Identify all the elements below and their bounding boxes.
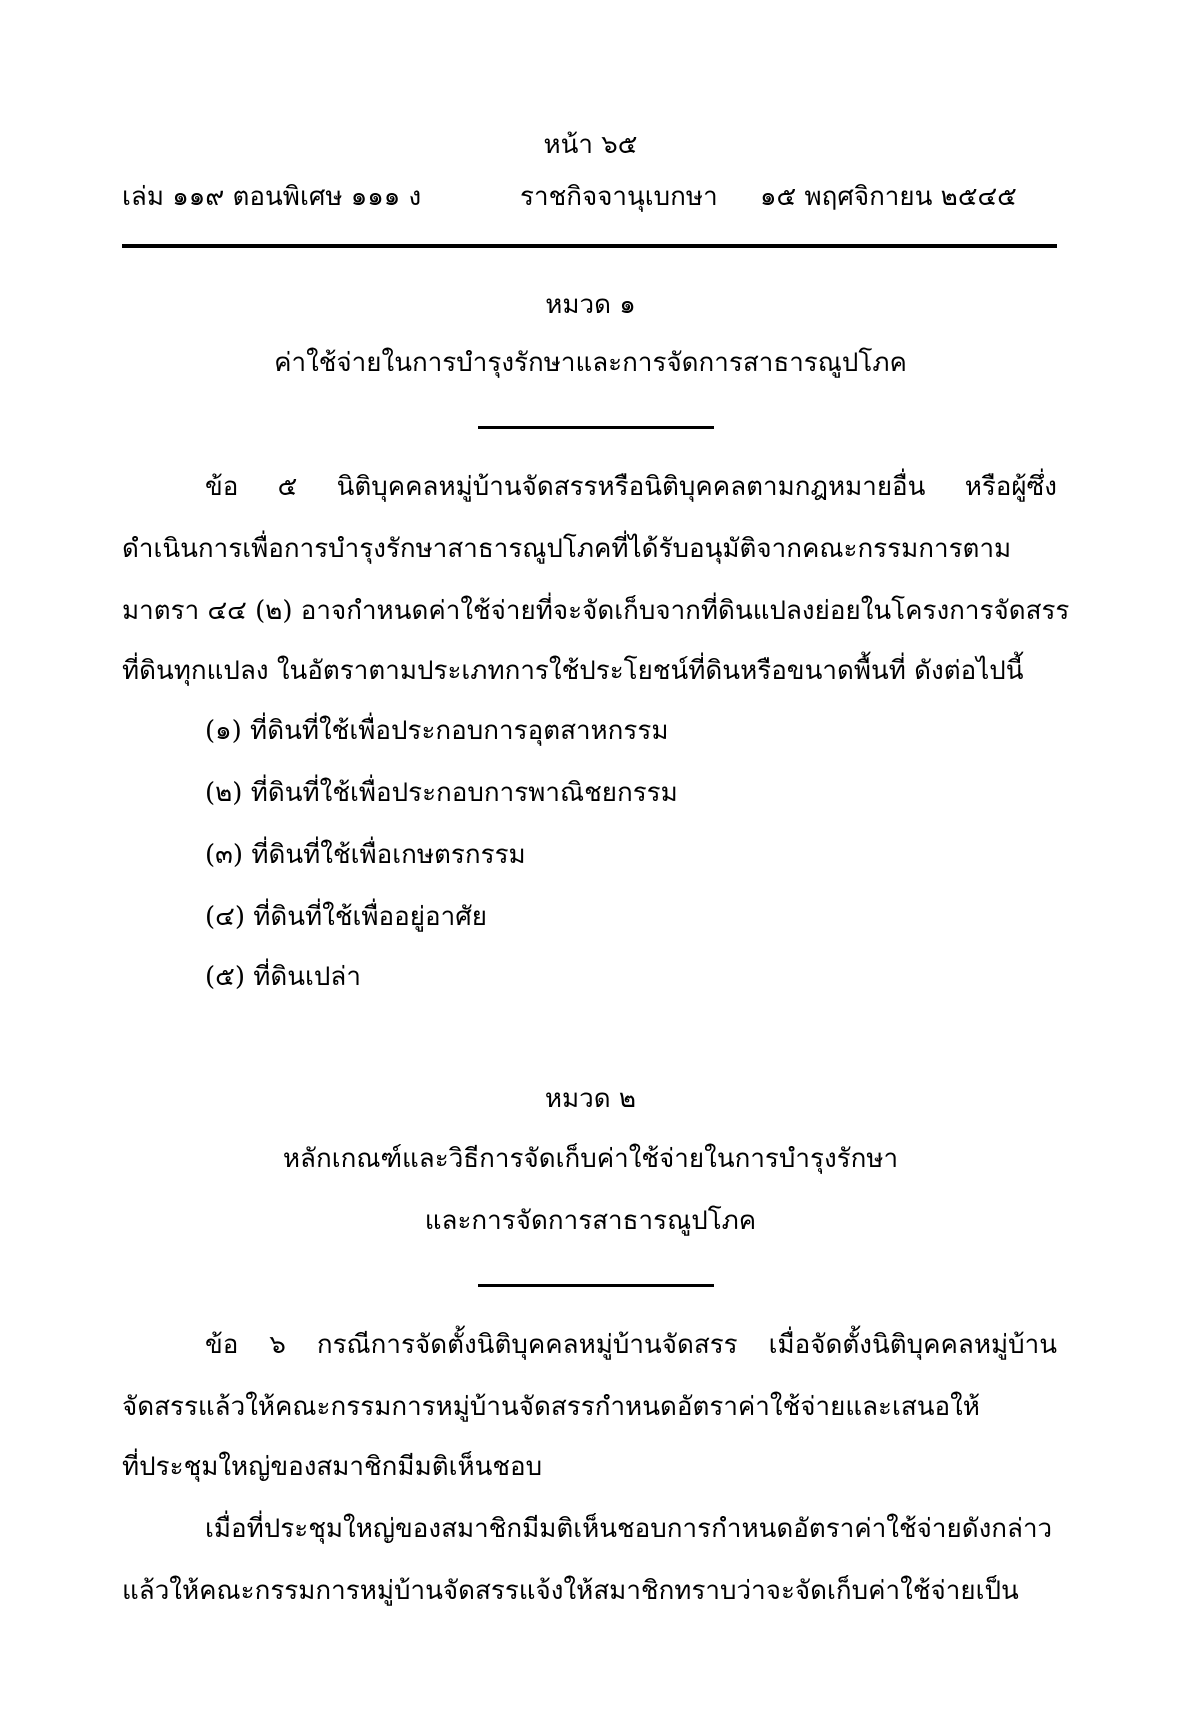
publication-date: ๑๕ พฤศจิกายน ๒๕๔๕ xyxy=(760,182,1017,212)
chapter-1-heading: หมวด ๑ xyxy=(545,290,636,320)
article-6-line-2: จัดสรรแล้วให้คณะกรรมการหมู่บ้านจัดสรรกำหนดอัตราค่าใช้จ่ายและเสนอให้ xyxy=(122,1392,980,1422)
article-6-para2-line-1: เมื่อที่ประชุมใหญ่ของสมาชิกมีมติเห็นชอบการกำหนดอัตราค่าใช้จ่ายดังกล่าว xyxy=(205,1514,1053,1544)
article-5-item-4: (๔) ที่ดินที่ใช้เพื่ออยู่อาศัย xyxy=(205,902,487,932)
article-5-line-1: ข้อ ๕ นิติบุคคลหมู่บ้านจัดสรรหรือนิติบุคคลตามกฎหมายอื่น หรือผู้ซึ่ง xyxy=(205,472,1057,502)
chapter-2-divider xyxy=(478,1284,714,1287)
gazette-name: ราชกิจจานุเบกษา xyxy=(520,182,718,212)
page-number: หน้า ๖๕ xyxy=(543,130,638,160)
article-6-para2-line-2: แล้วให้คณะกรรมการหมู่บ้านจัดสรรแจ้งให้สมาชิกทราบว่าจะจัดเก็บค่าใช้จ่ายเป็น xyxy=(122,1576,1019,1606)
article-5-line-2: ดำเนินการเพื่อการบำรุงรักษาสาธารณูปโภคที่ได้รับอนุมัติจากคณะกรรมการตาม xyxy=(122,534,1012,564)
volume-info: เล่ม ๑๑๙ ตอนพิเศษ ๑๑๑ ง xyxy=(122,182,422,212)
article-5-line-3: มาตรา ๔๔ (๒) อาจกำหนดค่าใช้จ่ายที่จะจัดเก็บจากที่ดินแปลงย่อยในโครงการจัดสรร xyxy=(122,596,1070,626)
chapter-2-title-line-2: และการจัดการสาธารณูปโภค xyxy=(424,1206,757,1236)
article-5-item-5: (๕) ที่ดินเปล่า xyxy=(205,962,361,992)
article-5-item-1: (๑) ที่ดินที่ใช้เพื่อประกอบการอุตสาหกรรม xyxy=(205,716,669,746)
article-6-line-3: ที่ประชุมใหญ่ของสมาชิกมีมติเห็นชอบ xyxy=(122,1452,543,1482)
article-5-item-3: (๓) ที่ดินที่ใช้เพื่อเกษตรกรรม xyxy=(205,840,526,870)
chapter-2-title-line-1: หลักเกณฑ์และวิธีการจัดเก็บค่าใช้จ่ายในการบำรุงรักษา xyxy=(282,1144,899,1174)
article-5-line-4: ที่ดินทุกแปลง ในอัตราตามประเภทการใช้ประโยชน์ที่ดินหรือขนาดพื้นที่ ดังต่อไปนี้ xyxy=(122,656,1024,686)
chapter-1-title: ค่าใช้จ่ายในการบำรุงรักษาและการจัดการสาธารณูปโภค xyxy=(274,348,907,378)
article-6-line-1: ข้อ ๖ กรณีการจัดตั้งนิติบุคคลหมู่บ้านจัดสรร เมื่อจัดตั้งนิติบุคคลหมู่บ้าน xyxy=(205,1330,1057,1360)
header-rule xyxy=(122,244,1057,248)
chapter-2-heading: หมวด ๒ xyxy=(544,1084,637,1114)
chapter-1-divider xyxy=(478,426,714,429)
article-5-item-2: (๒) ที่ดินที่ใช้เพื่อประกอบการพาณิชยกรรม xyxy=(205,778,678,808)
